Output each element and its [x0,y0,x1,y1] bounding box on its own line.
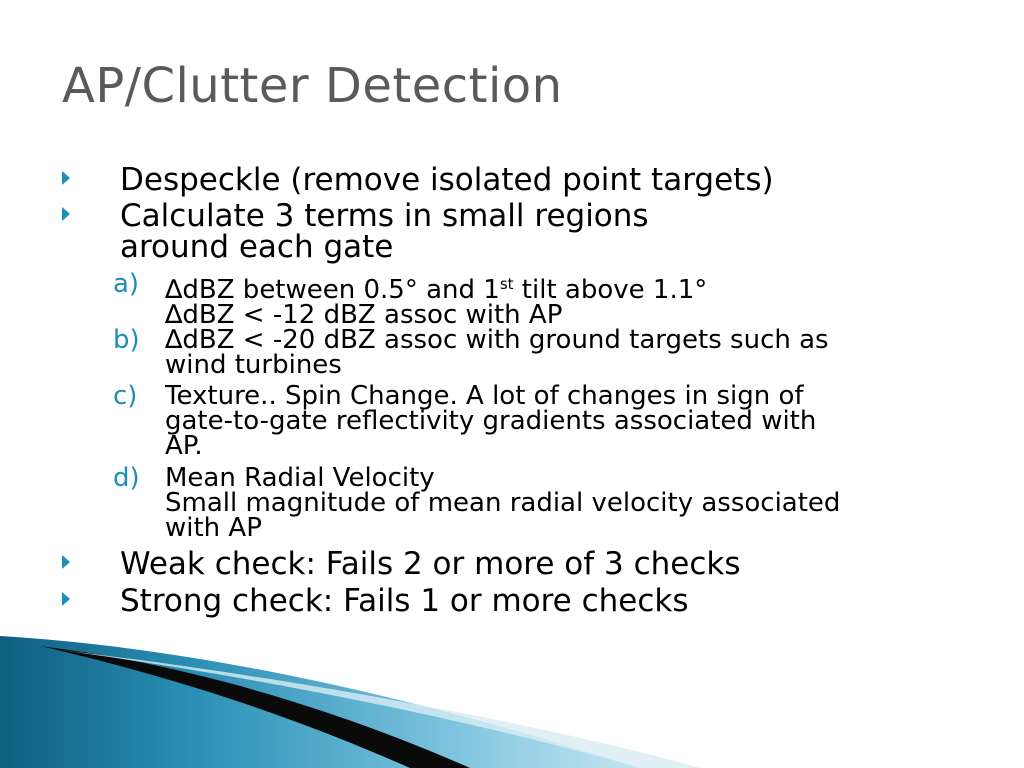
bullet-arrow-icon [62,207,70,221]
bullet-text: Weak check: Fails 2 or more of 3 checks [120,546,741,582]
sub-item-label: c) [113,381,138,411]
sub-item-text: Texture.. Spin Change. A lot of changes in sign of gate-to-gate reflectivity gradients associated with AP. [165,381,817,461]
bullet-arrow-icon [62,171,70,185]
sub-item-text: Mean Radial Velocity Small magnitude of mean radial velocity associated with AP [165,463,841,543]
sub-item-text: ∆dBZ between 0.5° and 1st tilt above 1.1° ∆dBZ < -12 dBZ assoc with AP [165,275,708,330]
bullet-text: Despeckle (remove isolated point targets) [120,162,774,198]
bullet-text: Strong check: Fails 1 or more checks [120,583,689,619]
sub-item-text: ∆dBZ < -20 dBZ assoc with ground targets such as wind turbines [165,325,829,380]
slide-title: AP/Clutter Detection [62,58,563,114]
sub-item-label: d) [113,463,140,493]
sub-item-label: b) [113,325,140,355]
bullet-arrow-icon [62,555,70,569]
bullet-text: Calculate 3 terms in small regions around each gate [120,198,649,265]
bullet-arrow-icon [62,592,70,606]
decorative-wave-graphic [0,628,1024,768]
sub-item-label: a) [113,269,140,299]
